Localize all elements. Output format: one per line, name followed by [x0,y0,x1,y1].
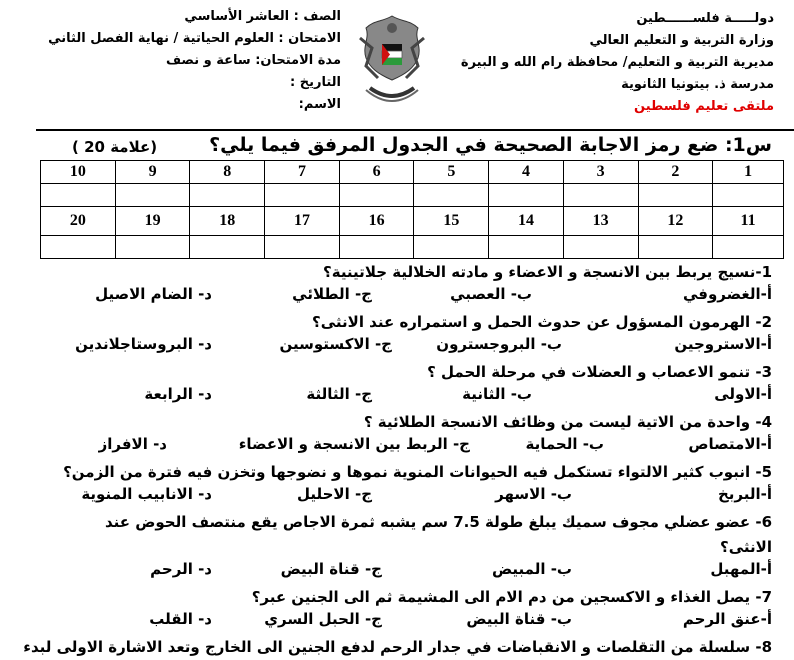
option-b: ب- المبيض [491,560,572,578]
question-options [12,560,772,585]
question-text: 3- تنمو الاعصاب و العضلات في مرحلة الحمل ؟ [427,363,772,381]
answer-cell[interactable] [489,236,564,259]
option-c: ج- الربط بين الانسجة و الاعضاء [238,435,470,453]
answer-cell[interactable] [339,236,414,259]
option-a: أ-المهبل [710,560,772,578]
answer-cell[interactable] [489,184,564,207]
option-c: ج- الاكستوسين [279,335,392,353]
option-d: د- الضام الاصيل [95,285,212,303]
answer-cell[interactable] [339,184,414,207]
answer-cell[interactable] [41,184,116,207]
answer-cell[interactable] [638,184,713,207]
forum-line: ملتقى تعليم فلسطين [634,99,774,114]
option-a: أ-الامتصاص [688,435,772,453]
answer-num: 4 [489,161,564,184]
date-label: التاريخ : [290,75,341,90]
option-a: أ-عنق الرحم [682,610,772,628]
option-d: د- الرابعة [144,385,212,403]
answer-cell[interactable] [115,184,190,207]
answer-cell[interactable] [190,236,265,259]
exam-header [0,0,794,132]
option-c: ج- الاحليل [296,485,372,503]
answer-num: 18 [190,207,265,236]
question-options [12,610,772,635]
answer-cell[interactable] [414,184,489,207]
option-a: أ-الغضروفي [682,285,772,303]
answer-table-numbers-row-2 [41,207,784,236]
answer-table-numbers-row-1 [41,161,784,184]
option-c: ج- الحبل السري [264,610,382,628]
option-b: ب- قناة البيض [466,610,572,628]
header-divider [36,129,794,131]
option-a: أ-البربخ [717,485,772,503]
answer-num: 9 [115,161,190,184]
answer-num: 15 [414,207,489,236]
exam-meta [1,6,341,116]
questions-list [12,260,772,660]
option-d: د- القلب [149,610,212,628]
school-line: مدرسة ذ. بيتونيا الثانوية [621,77,774,92]
palestine-emblem [352,8,432,118]
question-text: 6- عضو عضلي مجوف سميك يبلغ طولة 7.5 سم يشبه ثمرة الاجاص يقع منتصف الحوض عند [104,513,772,531]
country-line: دولـــــة فلســــــطين [636,11,774,26]
option-c: ج- الطلائي [292,285,372,303]
question-text-continued: الانثى؟ [720,538,772,556]
answer-num: 2 [638,161,713,184]
answer-cell[interactable] [713,236,784,259]
option-d: د- البروستاجلاندين [75,335,212,353]
question-text: 7- يصل الغذاء و الاكسجين من دم الام الى المشيمة ثم الى الجنين عبر؟ [251,588,772,606]
directorate-line: مديرية التربية و التعليم/ محافظة رام الله و البيرة [460,55,774,70]
answer-cell[interactable] [563,236,638,259]
question-text: 2- الهرمون المسؤول عن حدوث الحمل و استمراره عند الانثى؟ [312,313,772,331]
answer-cell[interactable] [563,184,638,207]
answer-table-blank-row-2 [41,236,784,259]
ministry-line: وزارة التربية و التعليم العالي [589,33,774,48]
question-text: 4- واحدة من الاتية ليست من وظائف الانسجة الطلائية ؟ [363,413,772,431]
answer-num: 12 [638,207,713,236]
answer-num: 14 [489,207,564,236]
answer-table-blank-row-1 [41,184,784,207]
answer-num: 11 [713,207,784,236]
answer-cell[interactable] [265,236,340,259]
answer-table [40,160,784,259]
school-info [444,8,774,118]
duration-label: مدة الامتحان: ساعة و نصف [165,53,341,68]
question-options [12,285,772,310]
option-c: ج- الثالثة [306,385,372,403]
question-1-marks: ( 20 علامة) [72,138,158,156]
question-text: 5- انبوب كثير الالتواء تستكمل فيه الحيوانات المنوية نموها و نضوجها وتخزن فيه فترة من الزمن؟ [63,463,772,481]
question-1-title: س1: ضع رمز الاجابة الصحيحة في الجدول المرفق فيما يلي؟ [209,134,772,156]
option-d: د- الافراز [98,435,167,453]
name-label: الاسم: [298,97,341,112]
answer-num: 3 [563,161,638,184]
answer-num: 10 [41,161,116,184]
question-text: 1-نسيج يربط بين الانسجة و الاعضاء و مادته الخلالية جلاتينية؟ [323,263,772,281]
answer-num: 16 [339,207,414,236]
answer-cell[interactable] [713,184,784,207]
option-b: ب- العصبي [450,285,532,303]
answer-num: 1 [713,161,784,184]
option-d: د- الانابيب المنوية [81,485,212,503]
question-options [12,385,772,410]
answer-cell[interactable] [638,236,713,259]
exam-label: الامتحان : العلوم الحياتية / نهاية الفصل الثاني [48,31,341,46]
option-a: أ-الاولى [714,385,772,403]
answer-cell[interactable] [414,236,489,259]
answer-cell[interactable] [115,236,190,259]
option-b: ب- البروجسترون [436,335,562,353]
answer-num: 6 [339,161,414,184]
question-options [12,435,772,460]
option-b: ب- الثانية [462,385,532,403]
answer-cell[interactable] [190,184,265,207]
option-b: ب- الحماية [525,435,604,453]
answer-cell[interactable] [265,184,340,207]
answer-num: 7 [265,161,340,184]
answer-cell[interactable] [41,236,116,259]
option-a: أ-الاستروجين [674,335,772,353]
option-c: ج- قناة البيض [280,560,382,578]
answer-num: 5 [414,161,489,184]
question-text: 8- سلسلة من التقلصات و الانقباضات في جدار الرحم لدفع الجنين الى الخارج وتعد الاشارة الاولى لبدء [23,638,772,656]
answer-num: 13 [563,207,638,236]
option-d: د- الرحم [150,560,212,578]
question-options [12,335,772,360]
grade-label: الصف : العاشر الأساسي [184,9,341,24]
answer-num: 17 [265,207,340,236]
answer-num: 20 [41,207,116,236]
answer-num: 8 [190,161,265,184]
question-options [12,485,772,510]
option-b: ب- الاسهر [495,485,572,503]
answer-num: 19 [115,207,190,236]
